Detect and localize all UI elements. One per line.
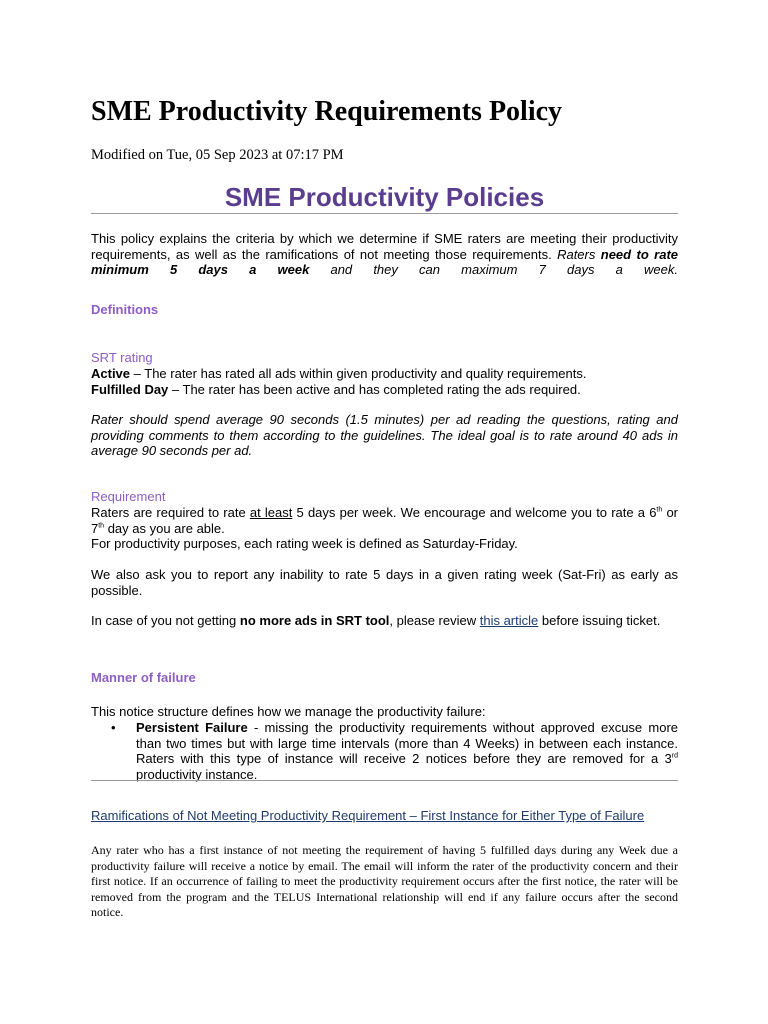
section-divider bbox=[91, 780, 678, 781]
this-article-link[interactable]: this article bbox=[479, 613, 539, 628]
report-paragraph: We also ask you to report any inability to rate 5 days in a given rating week (Sat-Fri) as early as possible. bbox=[91, 567, 678, 598]
bullet-icon: • bbox=[111, 720, 116, 735]
active-term: Active bbox=[91, 366, 131, 381]
req-line1-c: or bbox=[662, 505, 678, 520]
requirement-line-1 bbox=[91, 505, 678, 521]
failure-list bbox=[111, 720, 678, 782]
persistent-failure-text-a: - missing the productivity requirements without approved excuse more than two times but with large time intervals (more than 4 Weeks) in between each instance. Raters with this type of instance will receive 2 notices before they are removed for a 3 bbox=[136, 720, 678, 766]
list-item bbox=[111, 720, 678, 782]
modified-date: Modified on Tue, 05 Sep 2023 at 07:17 PM bbox=[91, 147, 344, 163]
req-line2-b: day as you are able. bbox=[104, 520, 225, 536]
ramifications-link-line bbox=[91, 808, 678, 824]
srt-tool-paragraph bbox=[91, 613, 678, 629]
intro-line-3 bbox=[91, 262, 678, 278]
persistent-failure-text-b: productivity instance. bbox=[136, 766, 258, 782]
intro-line-1: This policy explains the criteria by which we determine if SME raters are meeting their productivity bbox=[91, 231, 678, 246]
requirement-line-3: For productivity purposes, each rating week is defined as Saturday-Friday. bbox=[91, 536, 518, 551]
page-title: SME Productivity Requirements Policy bbox=[91, 96, 563, 127]
req-line1-b: 5 days per week. We encourage and welcome you to rate a 6 bbox=[292, 505, 657, 520]
intro-paragraph bbox=[91, 231, 678, 278]
intro-line-3-rest: and they can maximum 7 days a week. bbox=[309, 262, 678, 277]
req-line1-sup: th bbox=[656, 506, 663, 514]
active-text: – The rater has rated all ads within given productivity and quality requirements. bbox=[130, 366, 587, 381]
intro-line-2-plain: requirements, as well as the ramifications of not meeting those requirements. bbox=[91, 246, 558, 262]
requirement-line-2 bbox=[91, 521, 678, 537]
manner-of-failure-heading: Manner of failure bbox=[91, 670, 196, 685]
req-line1-a: Raters are required to rate bbox=[91, 505, 250, 520]
heading-divider bbox=[91, 213, 678, 214]
req-at-least: at least bbox=[249, 505, 293, 520]
guidance-paragraph: Rater should spend average 90 seconds (1.5 minutes) per ad reading the questions, rating and providing comments to them according to the guidelines. The ideal goal is to rate around 40 ads in average 90 seconds per ad. bbox=[91, 412, 678, 458]
intro-line-2 bbox=[91, 247, 678, 263]
fulfilled-definition bbox=[91, 382, 678, 398]
requirement-heading: Requirement bbox=[91, 489, 166, 504]
ramifications-link[interactable]: Ramifications of Not Meeting Productivity Requirement – First Instance for Either Type of Failure bbox=[91, 808, 645, 823]
req-line2-a: 7 bbox=[91, 520, 99, 536]
persistent-failure-sup: rd bbox=[671, 752, 678, 760]
srt-rating-heading: SRT rating bbox=[91, 350, 153, 365]
intro-line-2-italic: Raters bbox=[557, 246, 601, 262]
ramifications-paragraph: Any rater who has a first instance of not meeting the requirement of having 5 fulfilled days during any Week due a productivity failure will receive a notice by email. The email will inform the rater of the productivity concern and their first notice. If an occurrence of failing to meet the productivity requirement occurs after the first notice, the rater will be removed from the program and the TELUS International relationship will end if any failure occurs after the second notice. bbox=[91, 843, 678, 919]
persistent-failure-term: Persistent Failure bbox=[136, 720, 248, 735]
case-text-bold: no more ads in SRT tool bbox=[239, 613, 390, 628]
case-text-a: In case of you not getting bbox=[91, 613, 240, 628]
failure-intro: This notice structure defines how we manage the productivity failure: bbox=[91, 704, 486, 719]
requirement-paragraph bbox=[91, 505, 678, 552]
fulfilled-term: Fulfilled Day bbox=[91, 382, 169, 397]
definitions-heading: Definitions bbox=[91, 302, 159, 317]
case-text-b: , please review bbox=[389, 613, 480, 628]
fulfilled-text: – The rater has been active and has completed rating the ads required. bbox=[168, 382, 581, 397]
policy-heading: SME Productivity Policies bbox=[224, 182, 545, 212]
case-text-c: before issuing ticket. bbox=[538, 613, 661, 628]
intro-line-2-bolditalic: need to rate bbox=[600, 246, 679, 262]
req-line2-sup: th bbox=[98, 522, 105, 530]
intro-line-3-bolditalic: minimum 5 days a week bbox=[91, 262, 310, 277]
active-definition bbox=[91, 366, 678, 382]
